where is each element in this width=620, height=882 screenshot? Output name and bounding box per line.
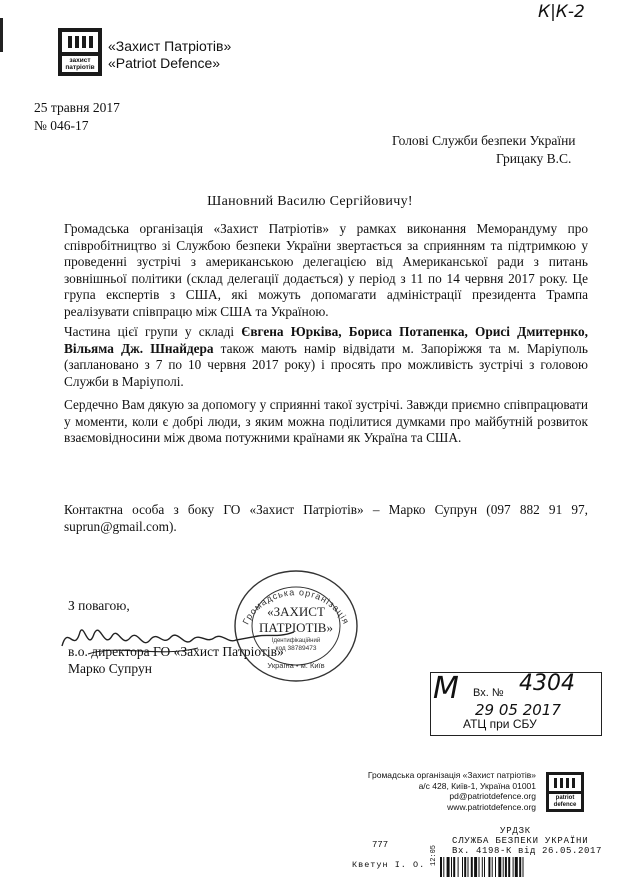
barcode-bar	[508, 857, 510, 877]
paragraph-1	[64, 221, 588, 321]
stamp-date: 29 05 2017	[475, 701, 561, 719]
addressee-line1: Голові Служби безпеки України	[392, 133, 576, 148]
barcode-bar	[519, 857, 521, 877]
salutation: Шановний Василю Сергійовичу!	[207, 194, 413, 209]
barcode-bar	[440, 857, 442, 877]
barcode-bar	[458, 857, 459, 877]
seal-small-line1: Ідентифікаційний	[271, 638, 321, 644]
org-logo	[58, 28, 102, 76]
paragraph-2-rest: також мають намір відвідати м. Запоріжжя та м. Маріуполь (заплановано з 7 по 10 червня 2017 року) і просять про можливість зустрічі з головою Служби в Маріуполі.	[64, 340, 588, 389]
registration-barcode	[440, 857, 600, 877]
seal-small-line2: код 38789473	[275, 645, 317, 652]
barcode-bar	[484, 857, 485, 877]
barcode-bar	[471, 857, 473, 877]
barcode-bar	[513, 857, 514, 877]
barcode-bar	[495, 857, 496, 877]
incoming-registration-stamp	[430, 672, 602, 736]
seal-center-line1: «ЗАХИСТ	[267, 604, 325, 619]
barcode-bar	[447, 857, 450, 877]
barcode-bar	[515, 857, 518, 877]
footer-line2: а/с 428, Київ-1, Україна 01001	[418, 780, 536, 791]
page-mark: 777	[372, 840, 389, 850]
barcode-bar	[462, 857, 463, 877]
barcode-bar	[492, 857, 493, 877]
letter-number: № 046-17	[34, 118, 89, 133]
stamp-dept: АТЦ при СБУ	[463, 717, 537, 731]
seal-bottom-text: Україна • м. Київ	[267, 661, 325, 670]
reg-time: 12:05	[430, 844, 438, 866]
paragraph-2	[64, 324, 588, 390]
organization-seal	[232, 568, 360, 684]
contact-text: Контактна особа з боку ГО «Захист Патріотів» – Марко Супрун (097 882 91 97, suprun@gmail.com).	[64, 502, 588, 534]
footer-line4: www.patriotdefence.org	[447, 801, 536, 812]
paragraph-2-lead: Частина цієї групи у складі	[64, 324, 242, 339]
org-name-ua: «Захист Патріотів»	[108, 38, 232, 54]
stamp-vx-label: Вх. №	[473, 687, 504, 699]
stamp-initials: М	[433, 671, 459, 706]
barcode-bar	[479, 857, 480, 877]
paragraph-2-names: Євгена Юрківа, Бориса Потапенка, Орисі Дмитернко, Вільяма Дж. Шнайдера	[64, 324, 588, 356]
paragraph-1-text: Громадська організація «Захист Патріотів» у рамках виконання Меморандуму про співробітництво зі Службою безпеки України звертається за сприянням та підтримкою у проведенні зустрічі з американською делегацією від Американської ради з питань зовнішньої політики (склад делегації додається) у період з 11 по 14 червня 2017 року. Це група експертів з США, які можуть допомагати адміністрації президента Трампа реалізувати співпрацю між США та Україною.	[64, 221, 588, 319]
barcode-bar	[523, 857, 524, 877]
logo-caption: захист патріотів	[65, 57, 95, 71]
executor-name: Кветун І. О.	[352, 860, 426, 870]
paragraph-3	[64, 397, 588, 447]
closing: З повагою,	[68, 598, 130, 613]
barcode-bar	[464, 857, 466, 877]
addressee-line2: Грицаку В.С.	[496, 151, 572, 166]
footer-logo-caption: patriot defence	[553, 795, 577, 808]
footer-line3: pd@patriotdefence.org	[449, 791, 536, 801]
seal-center-line2: ПАТРІОТІВ»	[259, 620, 333, 635]
reg-line: Вх. 4198-К від 26.05.2017	[452, 846, 603, 856]
paragraph-3-text: Сердечно Вам дякую за допомогу у сприянні такої зустрічі. Завжди приємно співпрацювати у моменти, коли є добрі люди, з яким можна поділитися думками про майбутній розвиток взаємовідносини між двома потужними країнами як Україна та США.	[64, 397, 588, 446]
corner-handwritten-note: К|К-2	[538, 2, 585, 22]
footer-address	[330, 770, 536, 812]
stamp-number: 4304	[519, 671, 575, 696]
barcode-bar	[474, 857, 477, 877]
barcode-bar	[488, 857, 490, 877]
footer-line1: Громадська організація «Захист патріотів»	[367, 770, 536, 780]
reg-title-1: УРДЗК	[500, 826, 532, 836]
barcode-bar	[503, 857, 504, 877]
barcode-bar	[453, 857, 455, 877]
signer-name: Марко Супрун	[68, 661, 152, 676]
signer-title: в.о. директора ГО «Захист Патріотів»	[68, 644, 284, 659]
footer-logo	[546, 772, 584, 812]
barcode-bar	[498, 857, 501, 877]
letter-date: 25 травня 2017	[34, 100, 120, 115]
barcode-bar	[468, 857, 469, 877]
contact-paragraph	[64, 502, 588, 535]
seal-outer-text: Громадська організація	[240, 587, 352, 627]
binding-mark	[0, 18, 3, 52]
barcode-bar	[451, 857, 452, 877]
barcode-bar	[482, 857, 483, 877]
reg-title-2: СЛУЖБА БЕЗПЕКИ УКРАЇНИ	[452, 836, 589, 846]
org-name-en: «Patriot Defence»	[108, 55, 221, 71]
barcode-bar	[443, 857, 444, 877]
barcode-bar	[505, 857, 507, 877]
